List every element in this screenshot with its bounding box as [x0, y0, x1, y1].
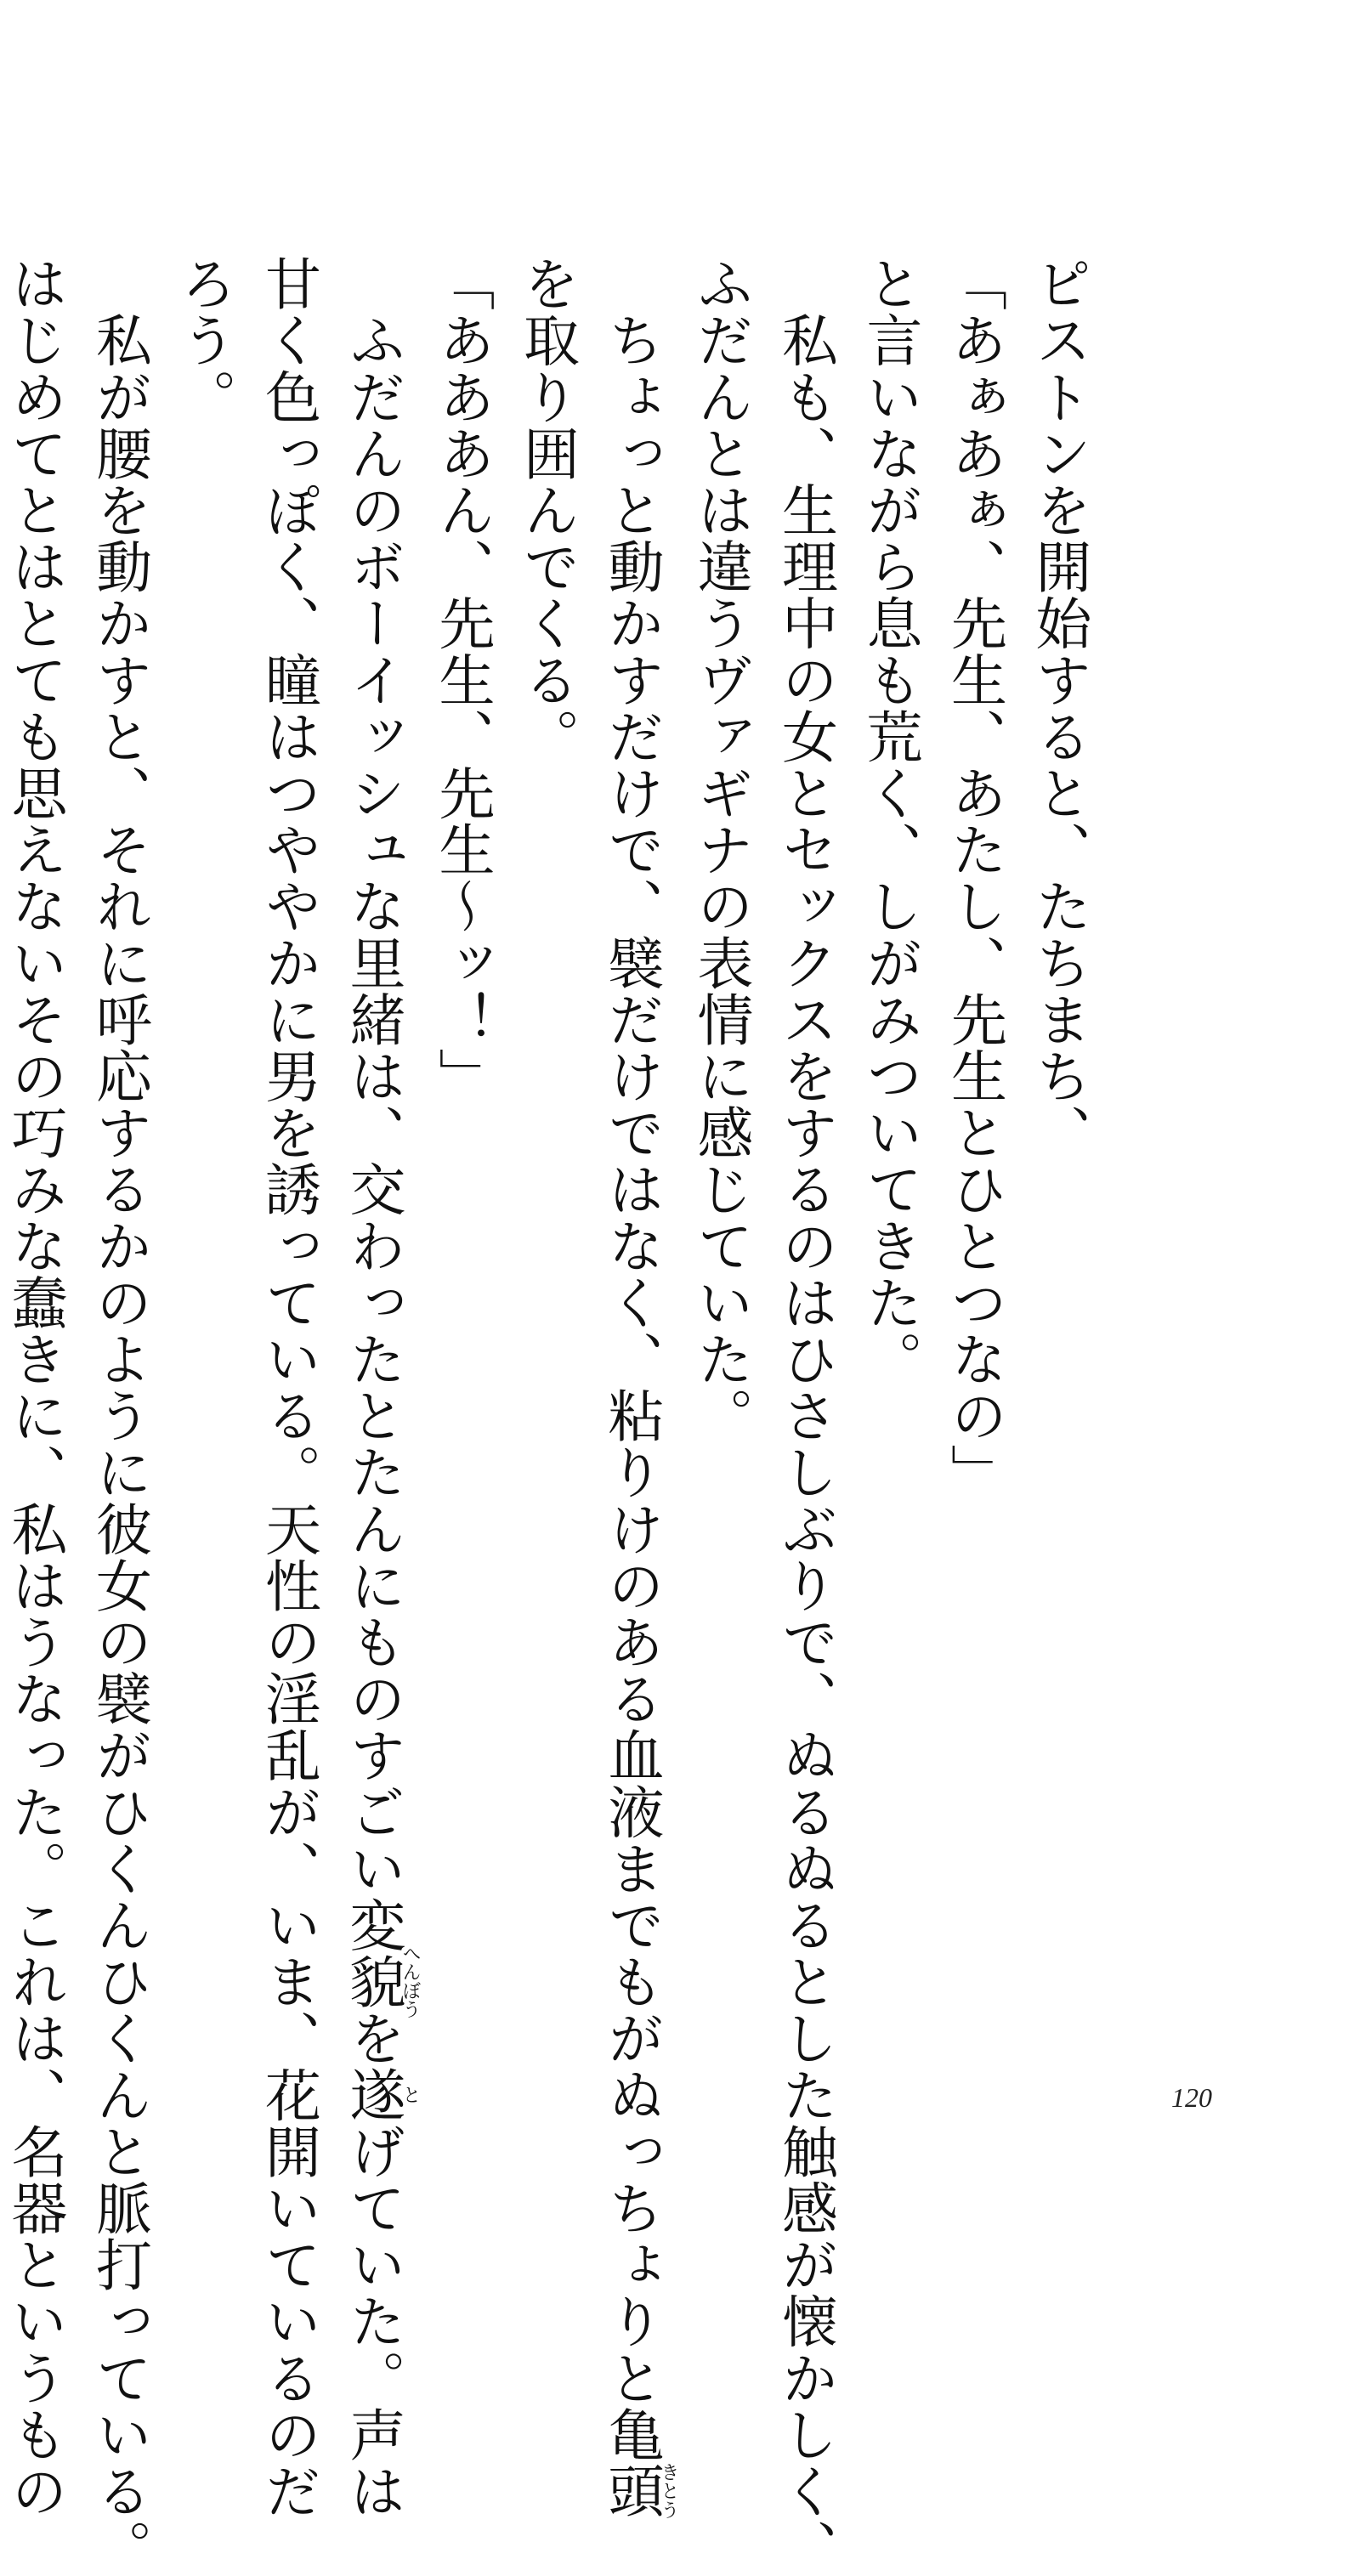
ruby-base: 遂 — [340, 2066, 405, 2123]
ruby-reading: と — [400, 2066, 421, 2123]
vertical-text-body — [0, 255, 1101, 2576]
ruby-reading: へんぼう — [400, 1944, 421, 2019]
text-line — [331, 255, 421, 2520]
ruby-base: 頭 — [598, 2462, 664, 2520]
ruby-base: 貌 — [340, 1944, 405, 2019]
text-line: 甘く色っぽく、瞳はつややかに男を誘っている。天性の淫乱が、いま、花開いているのだ — [255, 255, 321, 2519]
text-segment: ちょっと動かすだけで、襞だけではなく、粘りけのある血液までもがぬっちょりと亀 — [598, 255, 664, 2463]
page-number: 120 — [1171, 2082, 1212, 2113]
text-line: 私が腰を動かすと、それに呼応するかのように彼女の襞がひくんひくんと脈打っている。 — [86, 255, 152, 2576]
text-line: と言いながら息も荒く、しがみついてきた。 — [857, 255, 922, 1387]
text-line — [589, 255, 679, 2520]
text-segment: を — [340, 2009, 405, 2067]
ruby-to — [340, 2066, 421, 2123]
text-line: ピストンを開始すると、たちまち、 — [1026, 255, 1091, 1161]
text-segment: ふだんのボーイッシュな里緒は、交わったとたんにものすごい変 — [340, 255, 405, 1953]
text-line: 「あぁあぁ、先生、あたし、先生とひとつなの」 — [941, 255, 1007, 1501]
text-line: はじめてとはとても思えないその巧みな蠢きに、私はうなった。これは、名器というもの — [2, 255, 67, 2519]
text-segment: げていた。声は — [340, 2122, 405, 2520]
ruby-henbo — [340, 1944, 421, 2019]
ruby-kito — [598, 2462, 679, 2520]
text-line: 「あああん、先生、先生〜ッ！」 — [429, 255, 495, 1104]
text-line: 私も、生理中の女とセックスをするのはひさしぶりで、ぬるぬるとした触感が懐かしく、 — [772, 255, 838, 2576]
text-line: を取り囲んでくる。 — [513, 255, 580, 765]
ruby-reading: きとう — [658, 2462, 679, 2519]
text-line: ろう。 — [171, 255, 236, 425]
text-line: ふだんとは違うヴァギナの表情に感じていた。 — [688, 255, 753, 1444]
